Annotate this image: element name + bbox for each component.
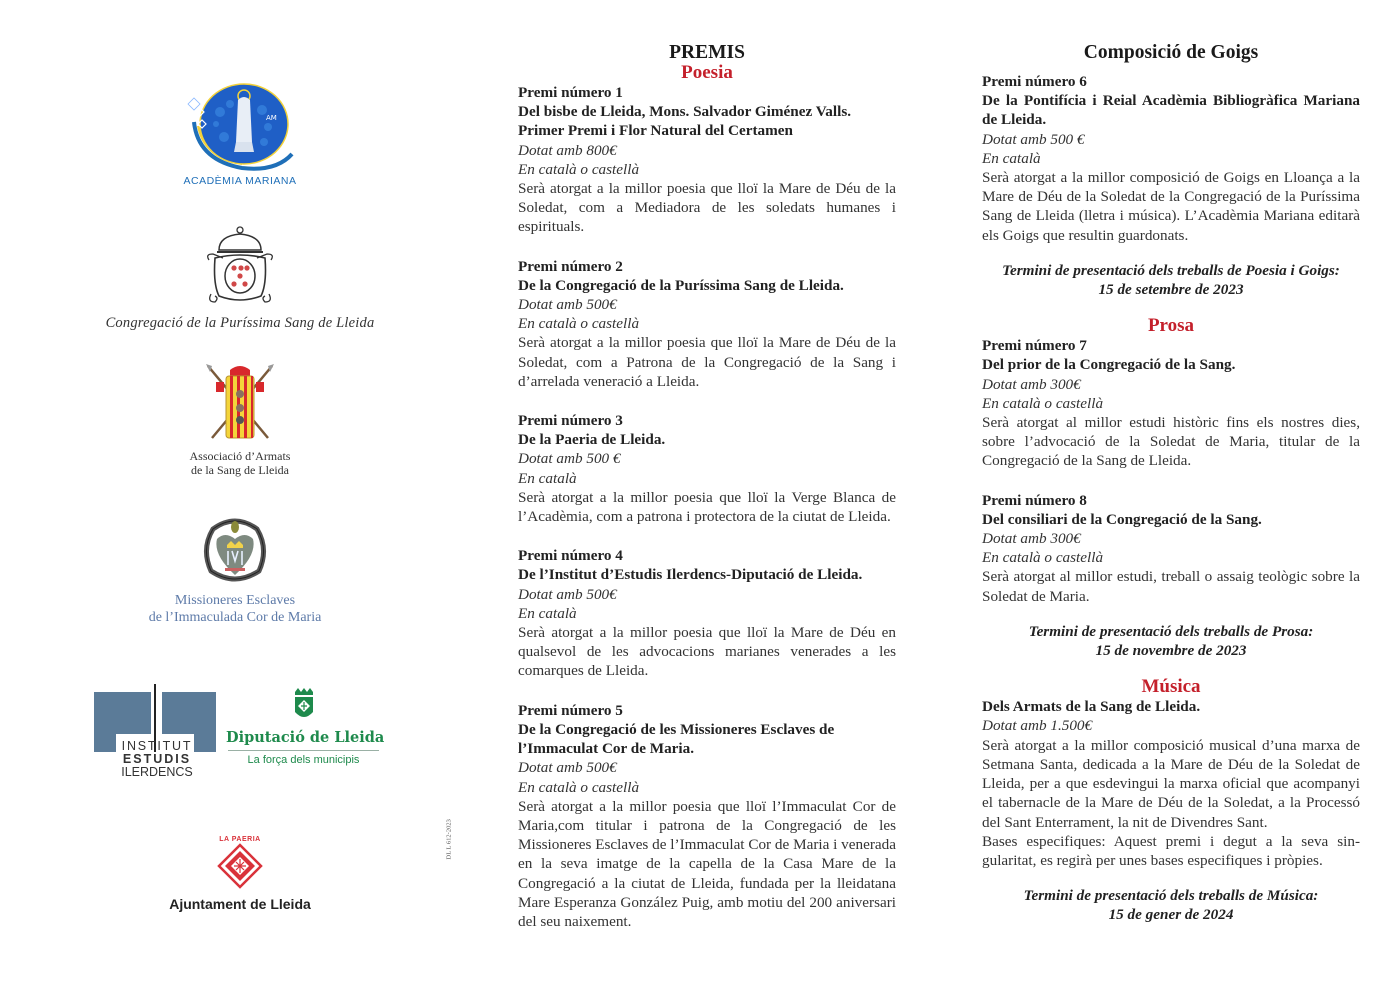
deadline-label: Termini de presentació dels treballs de Prosa:	[1028, 622, 1314, 640]
paeria-diamond-emblem-icon	[217, 843, 263, 889]
prize-sponsor: Del bisbe de Lleida, Mons. Salvador Giménez Valls.	[518, 103, 852, 121]
prize-amount: Dotat amb 500€	[518, 585, 617, 603]
diputacio-lleida-logo	[226, 686, 385, 766]
prize-amount: Dotat amb 500€	[518, 296, 617, 314]
missioneres-esclaves-logo	[120, 513, 350, 626]
prize-sponsor: De la Congregació de la Puríssima Sang de Lleida.	[518, 276, 844, 294]
academia-mariana-emblem-icon	[180, 82, 300, 174]
prize-number: Premi número 1	[518, 84, 623, 101]
prize-language: En català o castellà	[982, 549, 1104, 567]
deadline-label: Termini de presentació dels treballs de Música:	[1023, 887, 1319, 905]
academia-mariana-logo	[175, 82, 305, 187]
prize-language: En català	[982, 149, 1041, 167]
diputacio-name: Diputació de Lleida	[226, 729, 385, 746]
prize-amount: Dotat amb 800€	[518, 141, 617, 159]
prize-1	[518, 83, 896, 237]
section-heading-musica: Música	[1141, 676, 1201, 698]
prize-amount: Dotat amb 500 €	[982, 130, 1085, 148]
prize-8	[982, 491, 1360, 606]
prize-5	[518, 701, 896, 931]
prize-number: Premi número 2	[518, 257, 623, 275]
poesia-column	[518, 40, 896, 951]
prize-subtitle: Primer Premi i Flor Natural del Certamen	[518, 122, 793, 140]
armats-caption	[140, 449, 340, 477]
deadline-label: Termini de presentació dels treballs de Poesia i Goigs:	[1002, 261, 1340, 279]
iei-line2: ESTUDIS	[122, 752, 192, 766]
prize-sponsor: Del consiliari de la Congregació de la Sang.	[982, 510, 1262, 528]
deadline-musica	[982, 886, 1360, 924]
missioneres-heart-emblem-icon	[199, 513, 271, 585]
prize-sponsor: Dels Armats de la Sang de Lleida.	[982, 698, 1201, 716]
prize-description: Serà atorgat a la millor composició de Goigs en Lloança a la Mare de Déu de la Soledat de la Congregació de la Puríssima Sang de Lleida (lletra i música). L’Acadèmia Mariana editarà els Goigs que resultin guardonats.	[982, 169, 1360, 244]
section-heading-prosa: Prosa	[1147, 315, 1195, 337]
goigs-prosa-musica-column	[982, 40, 1360, 925]
prize-description: Serà atorgat al millor estudi, treball o assaig teològic sobre la Soledat de Maria.	[982, 568, 1360, 605]
prize-description: Serà atorgat a la millor poesia que lloï la Mare de Déu de la Soledat, com a Mediadora de les soledats humanes i espirituals.	[518, 180, 896, 236]
prize-description: Serà atorgat a la millor poesia que lloï la Verge Blanca de l’Acadèmia, com a patrona i protectora de la ciutat de Lleida.	[518, 488, 896, 526]
prize-7	[982, 336, 1360, 470]
iei-wordmark	[112, 740, 202, 779]
svg-text:AM: AM	[266, 114, 277, 122]
prize-number: Premi número 6	[982, 73, 1087, 90]
prize-sponsor: De l’Institut d’Estudis Ilerdencs-Diputació de Lleida.	[518, 566, 863, 584]
prize-sponsor: De la Paeria de Lleida.	[518, 431, 666, 449]
academia-mariana-caption: ACADÈMIA MARIANA	[183, 175, 297, 187]
diputacio-divider	[228, 750, 379, 751]
prize-3	[518, 411, 896, 526]
prize-number: Premi número 3	[518, 412, 623, 430]
legal-deposit-text: DL L 612-2023	[445, 819, 453, 860]
deadline-date: 15 de setembre de 2023	[1098, 281, 1244, 299]
prize-amount: Dotat amb 300€	[982, 530, 1081, 548]
prize-bases: Bases especifiques: Aquest premi i degut a la seva singularitat, es regirà per unes bases especifiques i pròpies.	[982, 832, 1360, 869]
prize-sponsor: De la Pontifícia i Reial Acadèmia Bibliogràfica Mariana de Lleida.	[982, 92, 1360, 129]
prize-description: Serà atorgat al millor estudi històric fins els nostres dies, sobre l’advocació de la Soledat de Maria, titular de la Congregació de la Sang de Lleida.	[982, 414, 1360, 470]
prize-language: En català	[518, 604, 577, 622]
prize-sponsor: Del prior de la Congregació de la Sang.	[982, 356, 1236, 374]
prize-description: Serà atorgat a la millor poesia que lloï l’Immaculat Cor de Maria,com titular i patrona de la Congregació de les Missioneres Esclaves de l’Immaculat Cor de Maria i venerada en la seva imatge de la capella de la Casa Mare de la Congregació a la ciutat de Lleida, fundada per la lleidatana Mare Esperanza González Puig, amb motiu del 200 aniversari del seu naixement.	[518, 797, 896, 930]
diputacio-crest-icon	[293, 686, 315, 722]
prize-language: En català o castellà	[518, 315, 640, 333]
prize-language: En català	[518, 469, 577, 487]
prize-6	[982, 72, 1360, 245]
congregacio-sang-logo	[80, 224, 400, 332]
armats-sang-logo	[140, 362, 340, 477]
prize-amount: Dotat amb 500 €	[518, 450, 621, 468]
prize-sponsor: De la Congregació de les Missioneres Esclaves de l’Immaculat Cor de Maria.	[518, 720, 835, 758]
congregacio-coat-of-arms-icon	[203, 224, 277, 306]
prize-description: Serà atorgat a la millor poesia que lloï la Mare de Déu en qualsevol de les advocacions marianes venerades a les comarques de Lleida.	[518, 624, 896, 680]
iei-line3: ILERDENCS	[121, 765, 193, 779]
deadline-date: 15 de gener de 2024	[1108, 906, 1234, 924]
missioneres-caption-line2: de l’Immaculada Cor de Maria	[148, 610, 322, 625]
missioneres-caption-line1: Missioneres Esclaves	[174, 593, 296, 608]
ajuntament-lleida-logo	[155, 836, 325, 912]
armats-shield-spears-icon	[202, 362, 278, 442]
prize-number: Premi número 4	[518, 547, 623, 565]
paeria-label: LA PAERIA	[219, 836, 261, 843]
prize-2	[518, 257, 896, 391]
section-heading-goigs: Composició de Goigs	[1083, 42, 1259, 63]
iei-line1: INSTITUT	[121, 739, 193, 753]
prize-language: En català o castellà	[518, 778, 640, 796]
deadline-prosa	[982, 622, 1360, 660]
prize-description: Serà atorgat a la millor composició musical d’una marxa de Setmana Santa, dedicada a la Mare de Déu de la Soledat de Lleida, per a que esdevingui la marxa oficial que acompanyi el tabernacle de la Mare de Déu de la Soledat, a la Processó del Sant Enterrament, la nit de Divendres Sant.	[982, 736, 1360, 831]
prize-amount: Dotat amb 300€	[982, 375, 1081, 393]
paeria-caption: Ajuntament de Lleida	[169, 896, 311, 912]
prize-language: En català o castellà	[982, 394, 1104, 412]
armats-caption-line1: Associació d’Armats	[189, 449, 291, 463]
armats-caption-line2: de la Sang de Lleida	[191, 463, 289, 477]
prize-description: Serà atorgat a la millor poesia que lloï la Mare de Déu de la Soledat, com a Patrona de la Congregació de la Sang i d’arrelada veneració a Lleida.	[518, 334, 896, 390]
legal-deposit	[441, 819, 453, 860]
prize-number: Premi número 7	[982, 337, 1087, 355]
page-title: PREMIS	[669, 42, 745, 63]
prize-amount: Dotat amb 500€	[518, 759, 617, 777]
section-heading-poesia: Poesia	[681, 62, 733, 83]
diputacio-tagline: La força dels municipis	[247, 754, 360, 766]
prize-musica	[982, 697, 1360, 870]
sponsor-logos-column	[80, 0, 410, 991]
deadline-date: 15 de novembre de 2023	[1095, 642, 1247, 660]
prize-amount: Dotat amb 1.500€	[982, 717, 1093, 735]
prize-number: Premi número 5	[518, 701, 623, 719]
prize-language: En català o castellà	[518, 160, 640, 178]
institut-estudis-ilerdencs-logo	[94, 684, 216, 784]
prize-number: Premi número 8	[982, 491, 1087, 509]
missioneres-caption	[120, 592, 350, 626]
deadline-poesia-goigs	[982, 261, 1360, 299]
prize-4	[518, 546, 896, 680]
congregacio-caption: Congregació de la Puríssima Sang de Lleida	[105, 315, 375, 331]
